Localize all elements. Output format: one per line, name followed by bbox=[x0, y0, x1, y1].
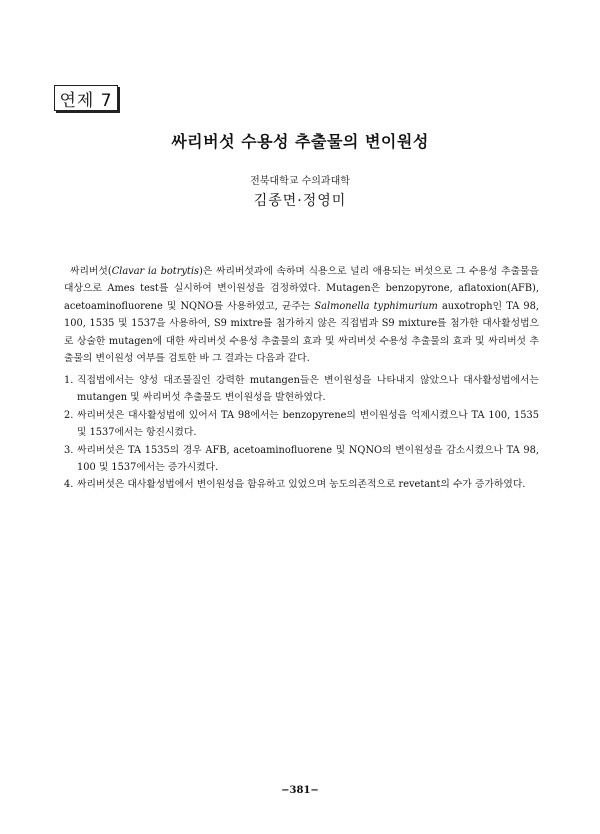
result-item bbox=[64, 442, 539, 477]
affiliation: 전북대학교 수의과대학 bbox=[250, 176, 350, 187]
result-text: 싸리버섯은 대사활성법에 있어서 TA 98에서는 benzopyrene의 변이원성을 억제시켰으나 TA 100, 1535 및 1537에서는 항진시켰다. bbox=[77, 409, 539, 439]
results-list bbox=[64, 372, 539, 494]
result-text: 직접법에서는 양성 대조물질인 강력한 mutangen들은 변이원성을 나타내지 않았으나 대사활성법에서는 mutangen 및 싸리버섯 추출물도 변이원성을 발현하였다. bbox=[77, 375, 539, 404]
section-label: 연제 7 bbox=[54, 85, 118, 111]
strain-name: Salmonella typhimurium bbox=[314, 300, 438, 312]
authors: 김종면·정영미 bbox=[253, 193, 347, 209]
result-number: 2. bbox=[64, 409, 74, 421]
result-number: 1. bbox=[64, 375, 74, 386]
species-name: Clavar ia botrytis bbox=[111, 266, 200, 277]
result-item bbox=[64, 372, 539, 407]
abstract-text-1: 싸리버섯( bbox=[70, 266, 112, 277]
result-text: 싸리버섯은 TA 1535의 경우 AFB, acetoaminofluorene 및 NQNO의 변이원성을 감소시켰으나 TA 98, 100 및 1537에서는 증가시켰다. bbox=[77, 444, 539, 474]
abstract-paragraph bbox=[64, 263, 539, 367]
page-number: −381− bbox=[281, 785, 319, 796]
result-text: 싸리버섯은 대사활성법에서 변이원성을 함유하고 있었으며 농도의존적으로 revetant의 수가 증가하였다. bbox=[77, 479, 526, 491]
paper-title: 싸리버섯 수용성 추출물의 변이원성 bbox=[171, 132, 429, 151]
result-item bbox=[64, 407, 539, 442]
result-number: 4. bbox=[64, 479, 74, 491]
result-number: 3. bbox=[64, 444, 74, 456]
abstract-text-2: )은 싸리버섯과에 속하며 식용으로 널리 애용되는 버섯으로 그 수용성 추출물을 대상으로 Ames test를 실시하여 변이원성을 검정하였다. Mutagen은 benzopyrone, aflatoxion(AFB), acetoaminofluorene 및 NQNO를 사용하였고, 균주는 bbox=[64, 266, 539, 312]
abstract-text-3: auxotroph인 TA 98, 100, 1535 및 1537을 사용하여, S9 mixtre를 첨가하지 않은 직접법과 S9 mixture를 첨가한 대사활성법으로 상술한 mutagen에 대한 싸리버섯 수용성 추출물의 효과 및 싸리버섯 수용성 추출물의 효과 및 싸리버섯 추출물의 변이원성 여부를 검토한 바 그 결과는 다음과 같다. bbox=[64, 300, 539, 365]
result-item bbox=[64, 476, 539, 493]
